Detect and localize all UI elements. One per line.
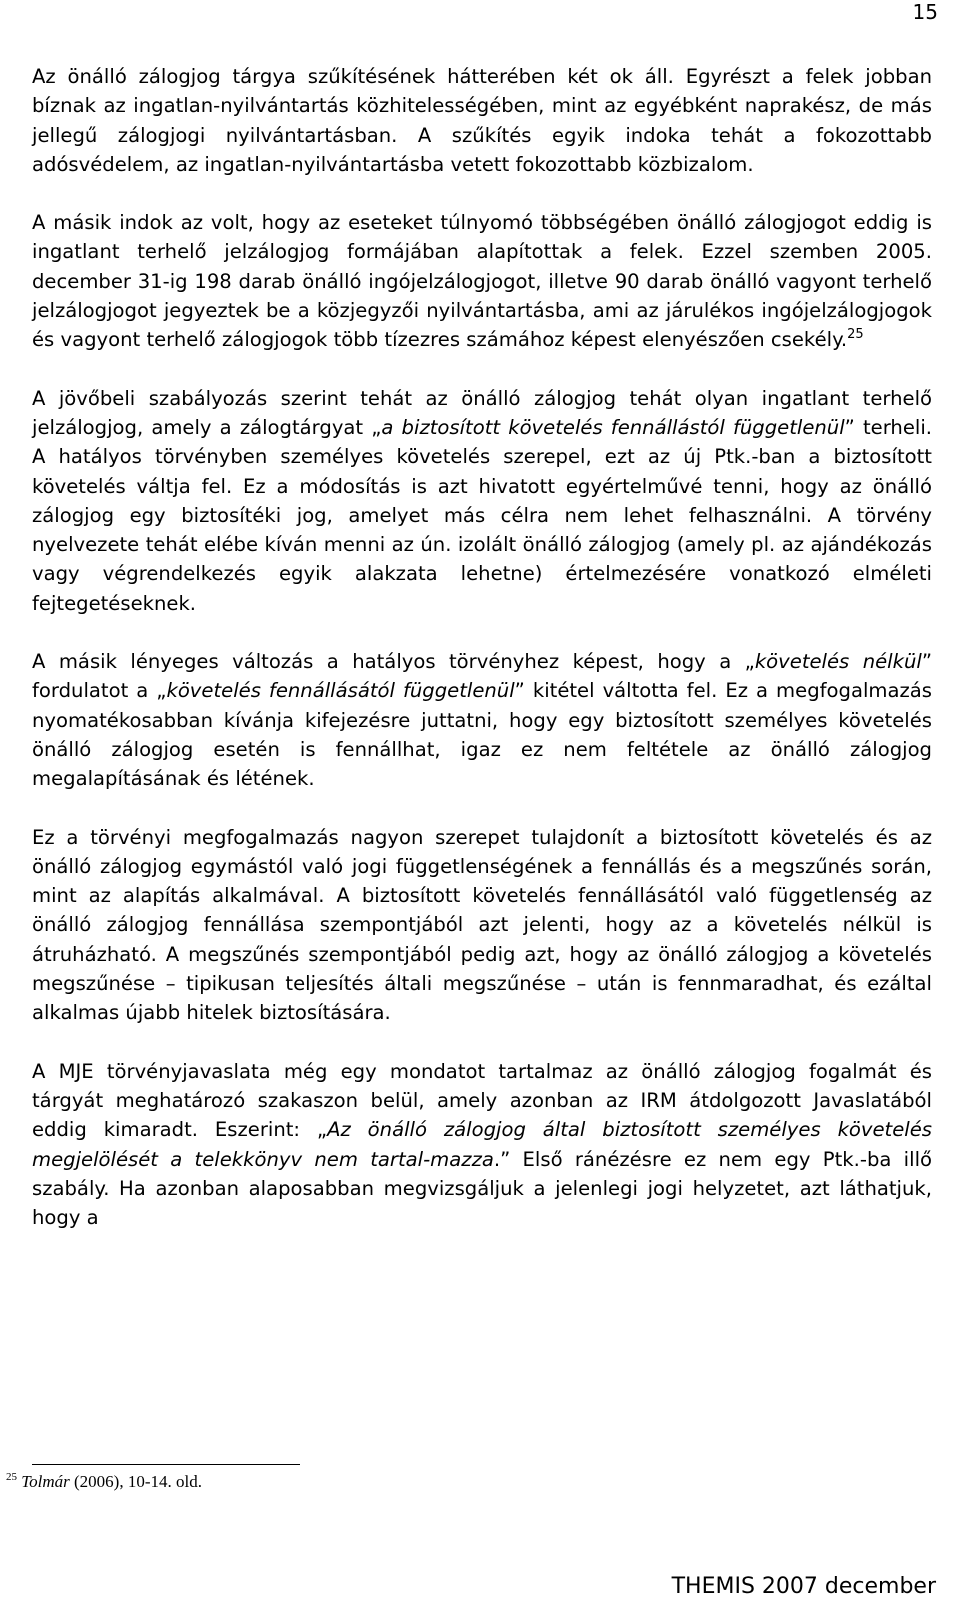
- paragraph-text: A MJE törvényjavaslata még egy mondatot tartalmaz az önálló zálogjog fogalmát és tárgyát meghatározó szakaszon belül, amely azonban az IRM átdolgozott Javaslatából eddig kimaradt. Eszerint: „: [32, 1059, 932, 1142]
- paragraph-text: ” terheli. A hatályos törvényben személyes követelés szerepel, ezt az új Ptk.-ban a biztosított követelés váltja fel. Ez a módosítás is azt hivatott egyértelművé tenni, hogy az önálló zálogjog egy biztosítéki jog, amelyet más célra nem lehet felhasználni. A törvény nyelvezete tehát elébe kíván menni az ún. izolált önálló zálogjog (amely pl. az ajándékozás vagy végrendelkezés egyik alakzata lehetne) értelmezésére vonatkozó elméleti fejtegetéseknek.: [32, 415, 933, 615]
- paragraph: [32, 823, 932, 1028]
- paragraph: [32, 208, 932, 354]
- paragraph-italic-text: követelés nélkül: [754, 650, 922, 674]
- paragraph-text: A másik lényeges változás a hatályos törvényhez képest, hogy a „: [32, 650, 755, 674]
- paragraph-italic-text: Az önálló zálogjog által biztosított személyes követelés megjelölését a telekkönyv nem tartal-mazza: [32, 1118, 932, 1171]
- paragraph-italic-text: a biztosított követelés fennállástól függetlenül: [381, 415, 845, 439]
- footnote-author: Tolmár: [21, 1472, 70, 1491]
- paragraph-italic-text: követelés fennállásától függetlenül: [166, 679, 515, 703]
- paragraph-text: A másik indok az volt, hogy az eseteket túlnyomó többségében önálló zálogjogot eddig is ingatlant terhelő jelzálogjog formájában alapítottak a felek. Ezzel szemben 2005. december 31-ig 198 darab önálló ingójelzálogjogot, illetve 90 darab önálló vagyont terhelő jelzálogjogot jegyeztek be a közjegyzői nyilvántartásba, ami az járulékos ingójelzálogjogok és vagyont terhelő zálogjogok több tízezres számához képest elenyészően csekély.: [32, 211, 932, 352]
- footnote: [6, 1472, 202, 1492]
- paragraph: [32, 384, 932, 618]
- paragraph-text: A jövőbeli szabályozás szerint tehát az önálló zálogjog tehát olyan ingatlant terhelő jelzálogjog, amely a zálogtárgyat „: [32, 386, 932, 439]
- footnote-number: 25: [6, 1471, 17, 1483]
- page-number: 15: [912, 0, 938, 24]
- footnote-divider: [32, 1464, 300, 1465]
- paragraph: [32, 647, 932, 793]
- page-body: [32, 62, 932, 1232]
- footnote-reference: 25: [847, 327, 864, 343]
- paragraph-text: .” Első ránézésre ez nem egy Ptk.-ba illő szabály. Ha azonban alaposabban megvizsgáljuk a jelenlegi jogi helyzetet, azt láthatjuk, hogy a: [32, 1147, 933, 1230]
- paragraph-text: ” kitétel váltotta fel. Ez a megfogalmazás nyomatékosabban kívánja kifejezésre juttatni, hogy egy biztosított személyes követelés önálló zálogjog esetén is fennállhat, igaz ez nem feltétele az önálló zálogjog megalapításának és létének.: [32, 679, 932, 791]
- paragraph-text: ” fordulatot a „: [32, 650, 932, 703]
- paragraph-text: Ez a törvényi megfogalmazás nagyon szerepet tulajdonít a biztosított követelés és az önálló zálogjog egymástól való jogi függetlenségének a fennállás és a megszűnés során, mint az alapítás alkalmával. A biztosított követelés fennállásától való függetlenség az önálló zálogjog fennállása szempontjából azt jelenti, hogy az a követelés nélkül is átruházható. A megszűnés szempontjából pedig azt, hogy az önálló zálogjog a követelés megszűnése – tipikusan teljesítés általi megszűnése – után is fennmaradhat, és ezáltal alkalmas újabb hitelek biztosítására.: [32, 825, 932, 1025]
- paragraph: [32, 1057, 932, 1233]
- page-footer: THEMIS 2007 december: [671, 1574, 936, 1599]
- paragraph: [32, 62, 932, 179]
- paragraph-text: Az önálló zálogjog tárgya szűkítésének hátterében két ok áll. Egyrészt a felek jobban bíznak az ingatlan-nyilvántartás közhitelességében, mint az egyébként naprakész, de más jellegű zálogjogi nyilvántartásban. A szűkítés egyik indoka tehát a fokozottabb adósvédelem, az ingatlan-nyilvántartásba vetett fokozottabb közbizalom.: [32, 65, 932, 176]
- footnote-text: (2006), 10-14. old.: [69, 1472, 202, 1491]
